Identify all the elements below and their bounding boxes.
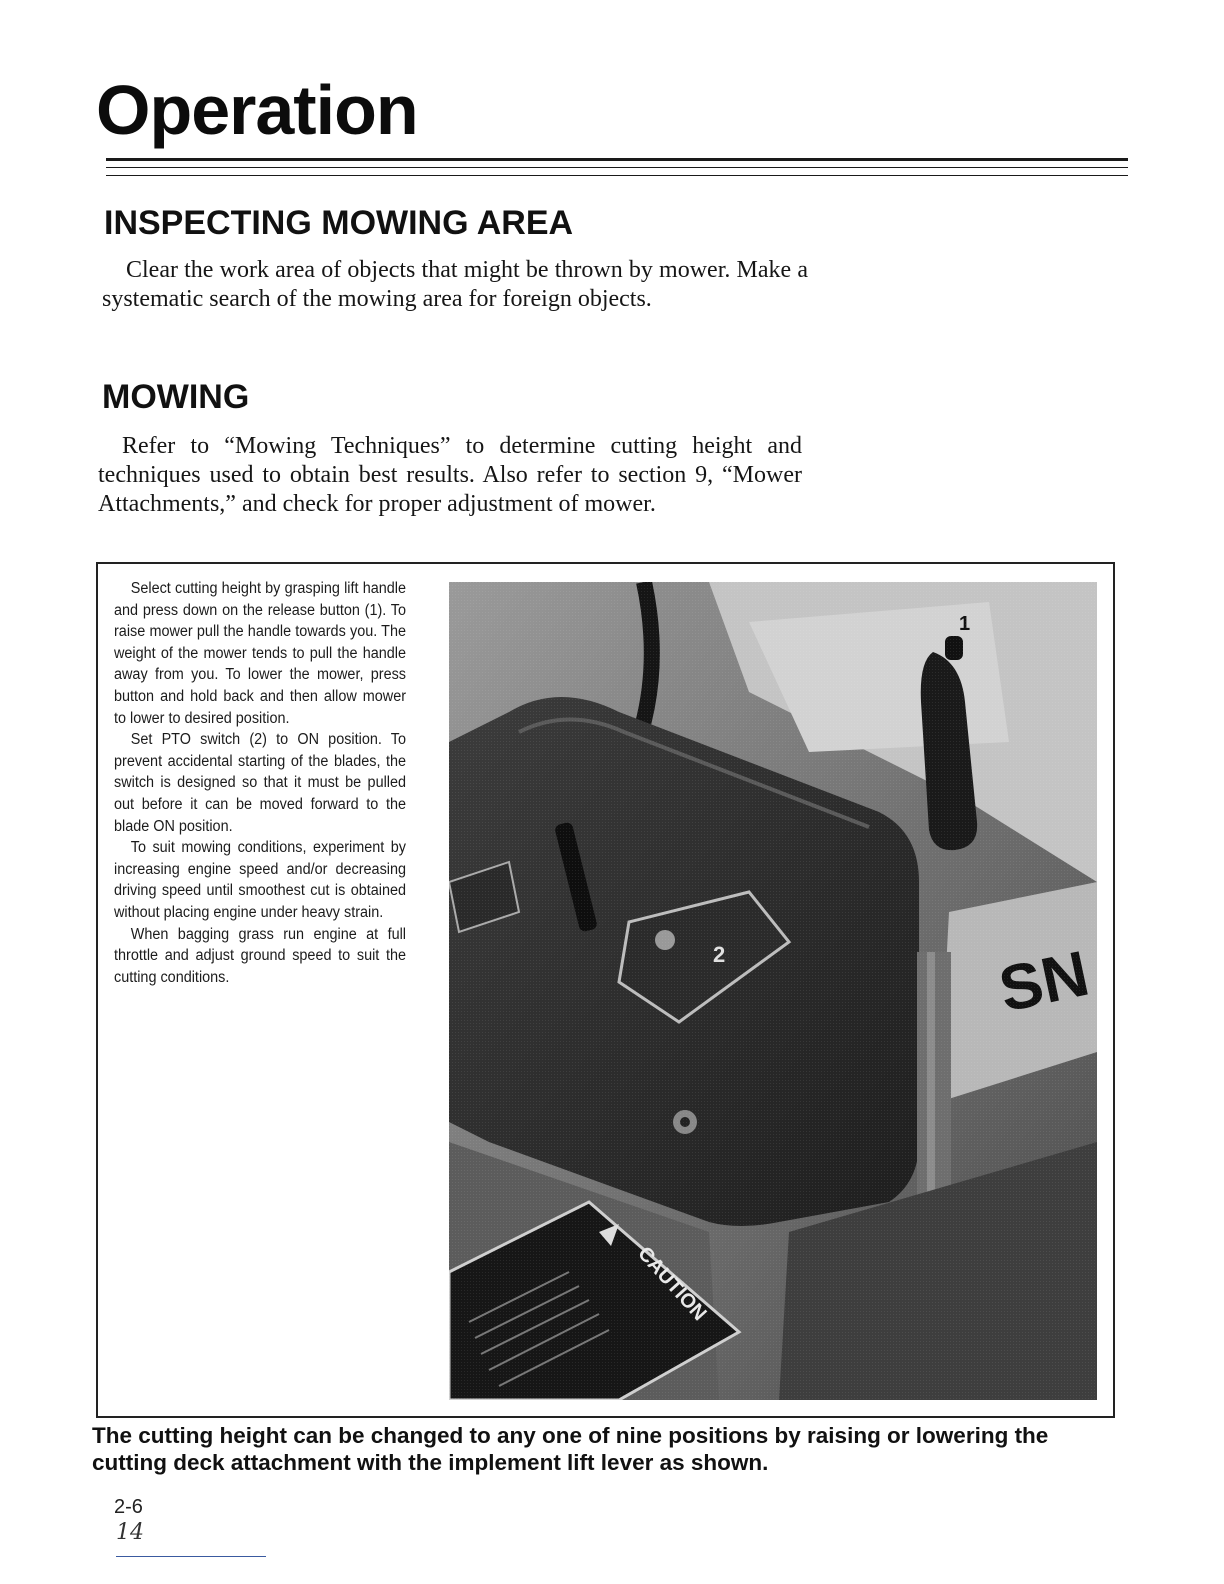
figure-box bbox=[96, 562, 1115, 1418]
handwritten-page-number: 14 bbox=[116, 1520, 144, 1545]
instruction-paragraph: To suit mowing conditions, experiment by increasing engine speed and/or decreasing driving speed until smoothest cut is obtained without placing engine under heavy strain. bbox=[114, 839, 407, 921]
title-divider bbox=[106, 158, 1128, 176]
instruction-paragraph: Set PTO switch (2) to ON position. To prevent accidental starting of the blades, the switch is designed so that it must be pulled out before it can be moved forward to the blade ON position. bbox=[114, 731, 407, 835]
photo-illustration bbox=[449, 582, 1097, 1400]
mowing-heading: MOWING bbox=[102, 378, 250, 416]
figure-caption: The cutting height can be changed to any one of nine positions by raising or lowering the cutting deck attachment with the implement lift lever as shown. bbox=[92, 1423, 1049, 1475]
figure-instructions bbox=[114, 578, 406, 988]
instruction-paragraph: Select cutting height by grasping lift handle and press down on the release button (1). To raise mower pull the handle towards you. The weight of the mower tends to pull the handle away from you. To lower the mower, press button and hold back and then allow mower to lower to desired position. bbox=[114, 580, 407, 727]
page-number: 2-6 bbox=[114, 1496, 143, 1518]
inspecting-paragraph: Clear the work area of objects that might be thrown by mower. Make a systematic search of the mowing area for foreign objects. bbox=[102, 257, 808, 312]
footer-rule bbox=[116, 1556, 266, 1557]
inspecting-heading: INSPECTING MOWING AREA bbox=[104, 204, 574, 242]
tractor-control-photo bbox=[449, 582, 1097, 1400]
instruction-paragraph: When bagging grass run engine at full throttle and adjust ground speed to suit the cutting conditions. bbox=[114, 925, 407, 986]
page-title: Operation bbox=[96, 71, 418, 149]
mowing-paragraph: Refer to “Mowing Techniques” to determine cutting height and techniques used to obtain best results. Also refer to section 9, “Mower Attachments,” and check for proper adjustment of mower. bbox=[98, 433, 802, 517]
